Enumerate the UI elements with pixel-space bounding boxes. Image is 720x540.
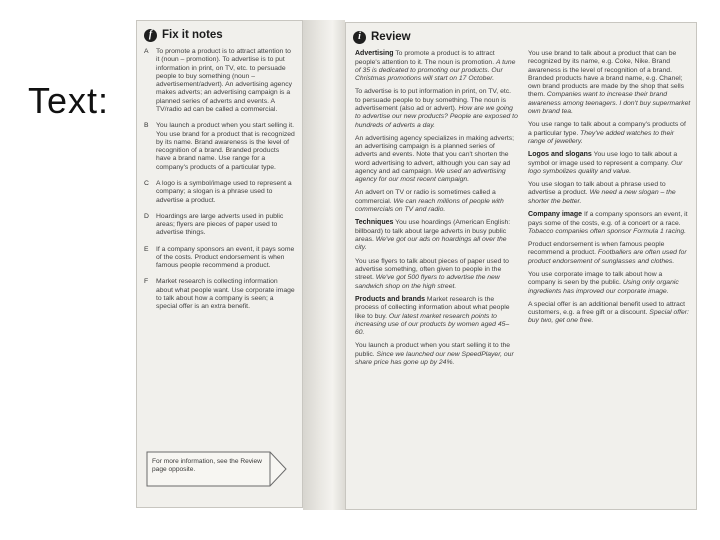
review-body: You use brand to talk about a product that can be recognized by its name, e.g. Coke, Nike. Brand awareness is the level of recognition of a brand. Branded products have a brand name, e.g. Chanel; own brand products are made by the shop that sells them. bbox=[528, 50, 685, 99]
review-paragraph bbox=[355, 189, 518, 214]
review-body: If a company sponsors an event, it pays some of the costs, e.g. of a concert or a race. bbox=[528, 211, 688, 227]
fix-item-letter: B bbox=[144, 122, 149, 130]
fix-item-letter: A bbox=[144, 48, 149, 56]
review-body: You use logo to talk about a symbol or image used to represent a company. bbox=[528, 151, 678, 167]
review-body: To promote a product is to attract people's attention to it. The noun is promotion. bbox=[355, 50, 495, 66]
review-example: How are we going to advertise our new products? People are exposed to hundreds of adverts a day. bbox=[355, 104, 518, 129]
review-body: You use slogan to talk about a phrase used to advertise a product. bbox=[528, 181, 666, 197]
review-body: You launch a product when you start selling it to the public. bbox=[355, 342, 511, 358]
review-column-left bbox=[355, 50, 518, 372]
review-example: We used an advertising agency for our most recent campaign. bbox=[355, 167, 506, 184]
fix-it-icon: f bbox=[144, 29, 157, 42]
review-example: We need a new slogan – the shorter the better. bbox=[528, 189, 676, 205]
review-paragraph bbox=[528, 121, 691, 146]
review-body: You use corporate image to talk about how a company is seen by the public. bbox=[528, 270, 663, 287]
review-example: Special offer: buy two, get one free. bbox=[528, 309, 689, 325]
review-columns bbox=[345, 50, 697, 372]
more-info-box bbox=[146, 451, 288, 487]
fix-item bbox=[144, 246, 295, 271]
fix-it-notes-page bbox=[136, 20, 303, 508]
review-paragraph bbox=[355, 258, 518, 291]
review-term: Logos and slogans bbox=[528, 151, 592, 159]
fix-item bbox=[144, 278, 295, 311]
review-paragraph bbox=[528, 151, 691, 176]
fix-item-letter: C bbox=[144, 179, 149, 187]
review-body: Product endorsement is when famous people recommend a product. bbox=[528, 241, 665, 257]
review-example: We've got our ads on hoardings all over the city. bbox=[355, 236, 507, 252]
review-example: They've added watches to their range of jewellery. bbox=[528, 129, 675, 145]
review-column-right bbox=[528, 50, 691, 372]
slide-label: Text: bbox=[28, 80, 110, 121]
review-example: Our latest market research points to increasing use of our products by women aged 45–60. bbox=[355, 312, 510, 337]
review-paragraph bbox=[528, 181, 691, 206]
review-term: Advertising bbox=[355, 50, 394, 58]
more-info-text: For more information, see the Review page opposite. bbox=[152, 458, 262, 474]
review-paragraph bbox=[528, 211, 691, 236]
fix-item-letter: F bbox=[144, 278, 149, 286]
review-title: Review bbox=[371, 31, 411, 43]
info-icon: i bbox=[353, 31, 366, 44]
review-example: We can reach millions of people with commercials on TV and radio. bbox=[355, 197, 504, 214]
fix-it-notes-title: Fix it notes bbox=[162, 29, 223, 41]
fix-it-notes-list bbox=[136, 48, 303, 312]
review-example: We've got 500 flyers to advertise the new sandwich shop on the high street. bbox=[355, 274, 500, 290]
fix-item-text: A logo is a symbol/image used to represent a company; a slogan is a phrase used to advertise a product. bbox=[156, 179, 292, 204]
review-paragraph bbox=[355, 50, 518, 83]
fix-item-text: You launch a product when you start selling it. You use brand for a product that is recognized by its name. Brand awareness is the level of recognition of a brand. Branded products have a brand name. Use range for a company's products of a particular type. bbox=[156, 122, 295, 171]
review-paragraph bbox=[355, 135, 518, 185]
book-spine bbox=[303, 20, 345, 510]
review-term: Products and brands bbox=[355, 295, 426, 303]
review-body: An advertising agency specializes in making adverts; an advertising campaign is a planned series of adverts and events. Note that you can't shorten the word advertising to advert, although you can say ad agency and ad campaign. bbox=[355, 134, 515, 175]
review-paragraph bbox=[355, 88, 518, 129]
review-body: To advertise is to put information in print, on TV, etc. to persuade people to buy something. The noun is advertisement (also ad or advert). bbox=[355, 88, 512, 112]
review-body: A special offer is an additional benefit used to attract customers, e.g. a free gift or a discount. bbox=[528, 300, 686, 317]
review-body: You use hoardings (American English: billboard) to talk about large adverts in busy public areas. bbox=[355, 219, 511, 244]
fix-item-text: To promote a product is to attract attention to it (noun – promotion). To advertise is to put information in print, on TV, etc. to persuade people to buy something (noun – advertisement/advert). An advertising agency makes adverts; an advertising campaign is a planned series of adverts and events. A TV/radio ad can be called a commercial. bbox=[156, 48, 293, 113]
fix-item-text: Hoardings are large adverts used in public areas; flyers are pieces of paper used to advertise things. bbox=[156, 212, 284, 237]
review-paragraph bbox=[528, 271, 691, 296]
review-paragraph bbox=[355, 342, 518, 367]
review-paragraph bbox=[528, 301, 691, 326]
review-term: Techniques bbox=[355, 219, 394, 227]
review-paragraph bbox=[355, 296, 518, 338]
review-example: Companies want to increase their brand awareness among teenagers. I don't buy supermarket own brand tea. bbox=[528, 91, 691, 115]
review-example: Using only organic ingredients has improved our corporate image. bbox=[528, 279, 679, 295]
fix-item bbox=[144, 48, 295, 114]
review-example: Our logo symbolizes quality and value. bbox=[528, 159, 683, 175]
review-paragraph bbox=[528, 50, 691, 116]
review-body: Market research is the process of collecting information about what people like to buy. bbox=[355, 295, 510, 320]
fix-item-letter: D bbox=[144, 212, 149, 220]
fix-item-text: Market research is collecting information about what people want. Use corporate image to talk about how a company is seen; a special offer is an extra benefit. bbox=[156, 278, 295, 311]
review-page bbox=[345, 22, 697, 510]
fix-item-letter: E bbox=[144, 245, 149, 253]
review-example: Tobacco companies often sponsor Formula 1 racing. bbox=[528, 227, 687, 235]
review-example: Since we launched our new SpeedPlayer, our share price has gone up by 24%. bbox=[355, 350, 514, 367]
review-body: An advert on TV or radio is sometimes called a commercial. bbox=[355, 189, 496, 205]
review-example: Footballers are often used for product endorsement of sunglasses and clothes. bbox=[528, 249, 687, 265]
review-body: You use flyers to talk about pieces of paper used to advertise something, often given to people in the street. bbox=[355, 257, 509, 282]
fix-item-text: If a company sponsors an event, it pays some of the costs. Product endorsement is when famous people recommend a product. bbox=[156, 245, 295, 270]
review-term: Company image bbox=[528, 211, 583, 219]
review-paragraph bbox=[355, 219, 518, 252]
review-body: You use range to talk about a company's products of a particular type. bbox=[528, 121, 686, 137]
fix-it-notes-header bbox=[144, 28, 303, 42]
fix-item bbox=[144, 213, 295, 238]
fix-item bbox=[144, 180, 295, 205]
review-example: A tune of 35 is dedicated to promoting our products. Our Christmas promotions will start on 17 October. bbox=[355, 58, 516, 83]
fix-item bbox=[144, 122, 295, 172]
review-paragraph bbox=[528, 241, 691, 266]
review-header bbox=[353, 30, 697, 44]
